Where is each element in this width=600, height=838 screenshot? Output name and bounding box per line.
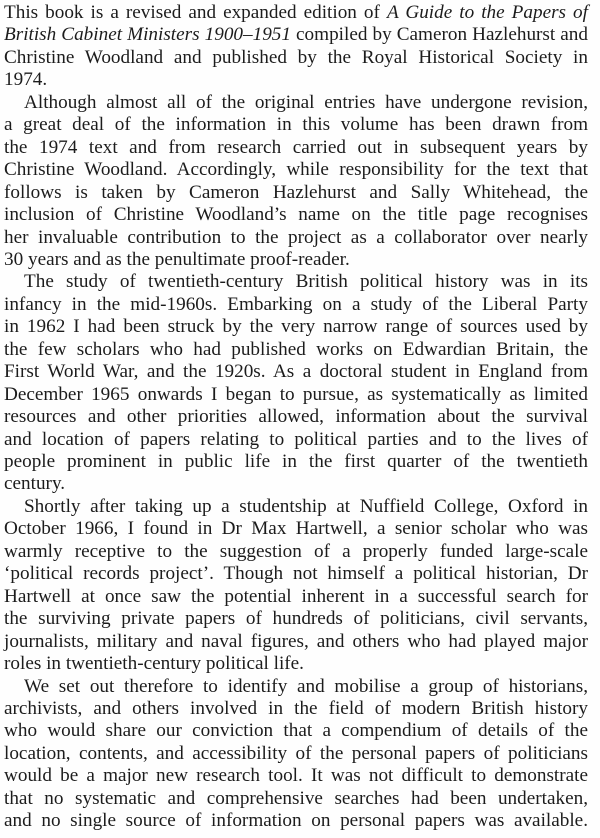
text-segment: Although almost all of the original entries have undergone revision, bbox=[24, 91, 588, 113]
text-line bbox=[4, 788, 588, 810]
text-line bbox=[4, 182, 588, 204]
text-line bbox=[4, 384, 588, 406]
text-segment: Hartwell at once saw the potential inherent in a successful search for bbox=[4, 585, 588, 607]
italic-title-text: A Guide to the Papers of bbox=[386, 2, 588, 23]
text-segment: ‘political records project’. Though not himself a political historian, Dr bbox=[4, 563, 588, 585]
text-line bbox=[4, 653, 588, 675]
text-segment: a great deal of the information in this volume has been drawn from bbox=[4, 114, 588, 136]
text-line bbox=[4, 810, 588, 832]
text-line bbox=[4, 227, 588, 249]
text-line bbox=[4, 406, 588, 428]
text-line bbox=[4, 473, 588, 495]
text-segment: October 1966, I found in Dr Max Hartwell, a senior scholar who was bbox=[4, 518, 588, 540]
text-line bbox=[4, 114, 588, 136]
text-segment: the few scholars who had published works on Edwardian Britain, the bbox=[4, 338, 588, 360]
text-line bbox=[24, 676, 588, 698]
text-line bbox=[4, 586, 588, 608]
text-line bbox=[4, 69, 588, 91]
text-segment: who would share our conviction that a compendium of details of the bbox=[4, 720, 588, 742]
text-line bbox=[4, 249, 588, 271]
text-line bbox=[4, 608, 588, 630]
text-segment: Christine Woodland. Accordingly, while responsibility for the text that bbox=[4, 159, 588, 181]
text-segment: century. bbox=[4, 473, 66, 495]
text-segment: Shortly after taking up a studentship at Nuffield College, Oxford in bbox=[24, 495, 588, 517]
text-segment: Christine Woodland and published by the Royal Historical Society in bbox=[4, 46, 588, 68]
text-segment: her invaluable contribution to the project as a collaborator over nearly bbox=[4, 226, 588, 248]
italic-title-text: British Cabinet Ministers 1900–1951 bbox=[4, 24, 291, 46]
text-line bbox=[4, 316, 588, 338]
text-line bbox=[4, 294, 588, 316]
text-segment: archivists, and others involved in the field of modern British history bbox=[4, 697, 588, 719]
text-segment: in 1962 I had been struck by the very narrow range of sources used by bbox=[4, 316, 588, 338]
text-segment: inclusion of Christine Woodland’s name on the title page recognises bbox=[4, 204, 588, 226]
text-line bbox=[24, 271, 588, 293]
text-segment: and location of papers relating to political parties and to the lives of bbox=[4, 428, 588, 450]
text-line bbox=[4, 24, 588, 46]
text-line bbox=[4, 765, 588, 787]
text-segment: the 1974 text and from research carried out in subsequent years by bbox=[4, 136, 588, 158]
text-segment: December 1965 onwards I began to pursue, as systematically as limited bbox=[4, 383, 588, 405]
text-segment: 1974. bbox=[4, 69, 48, 91]
text-line bbox=[24, 496, 588, 518]
text-line bbox=[4, 720, 588, 742]
text-line bbox=[4, 563, 588, 585]
text-segment: infancy in the mid-1960s. Embarking on a study of the Liberal Party bbox=[4, 293, 588, 315]
text-line bbox=[4, 339, 588, 361]
text-segment: follows is taken by Cameron Hazlehurst and Sally Whitehead, the bbox=[4, 181, 588, 203]
text-line bbox=[4, 2, 588, 24]
text-line bbox=[4, 137, 588, 159]
text-segment: journalists, military and naval figures, and others who had played major bbox=[4, 630, 588, 652]
text-line bbox=[4, 47, 588, 69]
text-line bbox=[4, 541, 588, 563]
text-segment: people prominent in public life in the first quarter of the twentieth bbox=[4, 451, 588, 472]
text-segment: resources and other priorities allowed, information about the survival bbox=[4, 406, 588, 428]
text-line bbox=[4, 698, 588, 720]
text-line bbox=[4, 204, 588, 226]
text-segment: would be a major new research tool. It was not difficult to demonstrate bbox=[4, 765, 588, 787]
text-segment: The study of twentieth-century British political history was in its bbox=[24, 271, 588, 293]
text-line bbox=[4, 631, 588, 653]
text-line bbox=[4, 743, 588, 765]
text-segment: the surviving private papers of hundreds of politicians, civil servants, bbox=[4, 608, 588, 630]
text-line bbox=[4, 159, 588, 181]
text-line bbox=[4, 518, 588, 540]
text-segment: This book is a revised and expanded edition of bbox=[4, 2, 387, 23]
text-segment: First World War, and the 1920s. As a doctoral student in England from bbox=[4, 361, 588, 383]
text-segment: warmly receptive to the suggestion of a properly funded large-scale bbox=[4, 540, 588, 562]
text-segment: that no systematic and comprehensive searches had been undertaken, bbox=[4, 787, 588, 809]
text-segment: roles in twentieth-century political life. bbox=[4, 653, 304, 675]
text-segment: and no single source of information on personal papers was available. bbox=[4, 810, 588, 832]
text-segment: location, contents, and accessibility of the personal papers of politicians bbox=[4, 742, 588, 764]
text-line bbox=[4, 361, 588, 383]
text-line bbox=[4, 429, 588, 451]
text-segment: compiled by Cameron Hazlehurst and bbox=[290, 24, 588, 46]
text-segment: We set out therefore to identify and mobilise a group of historians, bbox=[24, 675, 588, 697]
text-segment: 30 years and as the penultimate proof-reader. bbox=[4, 248, 350, 270]
text-line bbox=[24, 92, 588, 114]
text-line bbox=[4, 451, 588, 473]
